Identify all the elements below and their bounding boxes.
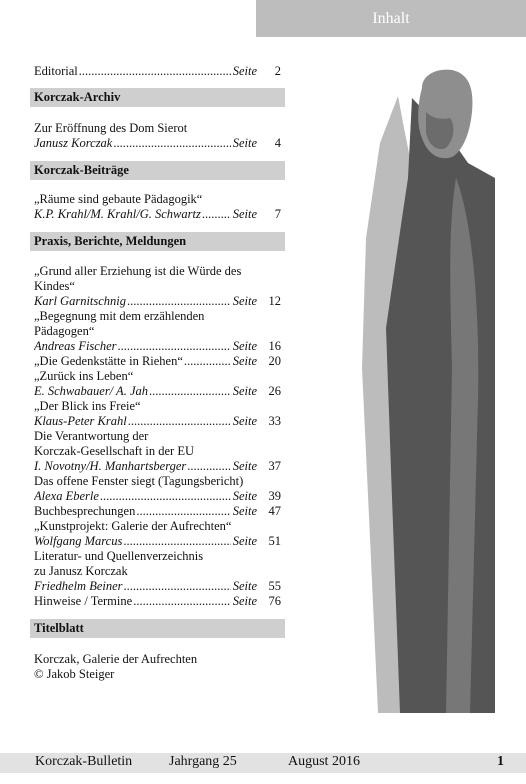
seite-label: Seite bbox=[232, 534, 257, 548]
toc-entry-gedenkstaette[interactable] bbox=[34, 354, 281, 369]
seite-label: Seite bbox=[232, 489, 257, 503]
seite-label: Seite bbox=[232, 354, 257, 368]
toc-entry-verantwortung[interactable] bbox=[34, 429, 281, 474]
page-number: 7 bbox=[274, 207, 281, 221]
page-number: 33 bbox=[268, 414, 281, 428]
page-number: 12 bbox=[268, 294, 281, 308]
footer-bar bbox=[0, 753, 526, 773]
entry-title: „Zurück ins Leben“ bbox=[34, 369, 134, 383]
entry-title: „Räume sind gebaute Pädagogik“ bbox=[34, 192, 203, 206]
entry-title: „Der Blick ins Freie“ bbox=[34, 399, 141, 413]
entry-title: Buchbesprechungen bbox=[34, 504, 136, 518]
toc-entry-editorial[interactable] bbox=[34, 64, 281, 79]
entry-title-line-1: „Grund aller Erziehung ist die Würde des bbox=[34, 264, 242, 278]
entry-author: Klaus-Peter Krahl bbox=[34, 414, 127, 428]
page-number: 20 bbox=[268, 354, 281, 368]
page-title: Inhalt bbox=[372, 9, 410, 27]
toc-entry-buchbesprechungen[interactable] bbox=[34, 504, 281, 519]
toc-entry-kunstprojekt[interactable] bbox=[34, 519, 281, 549]
page-number: 16 bbox=[268, 339, 281, 353]
section-header-korczak-archiv: Korczak-Archiv bbox=[30, 88, 285, 107]
toc-entry-zurueck[interactable] bbox=[34, 369, 281, 399]
entry-title-line-1: Die Verantwortung der bbox=[34, 429, 149, 443]
entry-title: Zur Eröffnung des Dom Sierot bbox=[34, 121, 188, 135]
page-number: 47 bbox=[268, 504, 281, 518]
entry-title-line-1: Literatur- und Quellenverzeichnis bbox=[34, 549, 204, 563]
entry-title-line-2: zu Janusz Korczak bbox=[34, 564, 128, 578]
seite-label: Seite bbox=[232, 339, 257, 353]
page-number: 51 bbox=[268, 534, 281, 548]
entry-author: I. Novotny/H. Manhartsberger bbox=[34, 459, 187, 473]
header-bar bbox=[256, 0, 526, 37]
page-number: 4 bbox=[274, 136, 281, 150]
toc-entry-raeume[interactable] bbox=[34, 192, 281, 222]
toc-entry-wuerde[interactable] bbox=[34, 264, 281, 309]
page-number: 37 bbox=[268, 459, 281, 473]
seite-label: Seite bbox=[232, 459, 257, 473]
seite-label: Seite bbox=[232, 594, 257, 608]
table-of-contents bbox=[34, 64, 281, 682]
entry-author: Karl Garnitschnig bbox=[34, 294, 127, 308]
section-header-titelblatt: Titelblatt bbox=[30, 619, 285, 638]
footer-date: August 2016 bbox=[288, 754, 360, 769]
toc-entry-dom-sierot[interactable] bbox=[34, 121, 281, 151]
seite-label: Seite bbox=[232, 384, 257, 398]
seite-label: Seite bbox=[232, 64, 257, 78]
entry-title: „Die Gedenkstätte in Riehen“ bbox=[34, 354, 183, 368]
section-header-praxis: Praxis, Berichte, Meldungen bbox=[30, 232, 285, 251]
entry-title: „Kunstprojekt: Galerie der Aufrechten“ bbox=[34, 519, 232, 533]
section-header-korczak-beitraege: Korczak-Beiträge bbox=[30, 161, 285, 180]
toc-entry-hinweise[interactable] bbox=[34, 594, 281, 609]
entry-title-line-2: Kindes“ bbox=[34, 279, 75, 293]
entry-author: E. Schwabauer/ A. Jah bbox=[34, 384, 148, 398]
seite-label: Seite bbox=[232, 207, 257, 221]
entry-author: Alexa Eberle bbox=[34, 489, 99, 503]
entry-title-line-2: Pädagogen“ bbox=[34, 324, 95, 338]
entry-title: Das offene Fenster siegt (Tagungsbericht) bbox=[34, 474, 244, 488]
page-number: 76 bbox=[268, 594, 281, 608]
toc-entry-blick[interactable] bbox=[34, 399, 281, 429]
entry-title-line-2: Korczak-Gesellschaft in der EU bbox=[34, 444, 194, 458]
entry-author: Janusz Korczak bbox=[34, 136, 113, 150]
entry-title-line-1: „Begegnung mit dem erzählenden bbox=[34, 309, 205, 323]
toc-entry-literatur[interactable] bbox=[34, 549, 281, 594]
page-number: 39 bbox=[268, 489, 281, 503]
entry-author: Friedhelm Beiner bbox=[34, 579, 123, 593]
page-number: 26 bbox=[268, 384, 281, 398]
seite-label: Seite bbox=[232, 579, 257, 593]
toc-entry-offene-fenster[interactable] bbox=[34, 474, 281, 504]
entry-title: Hinweise / Termine bbox=[34, 594, 133, 608]
entry-title: Editorial bbox=[34, 64, 78, 78]
page-number: 2 bbox=[274, 64, 281, 78]
entry-author: Andreas Fischer bbox=[34, 339, 117, 353]
seite-label: Seite bbox=[232, 294, 257, 308]
footer-bulletin-name: Korczak-Bulletin bbox=[35, 754, 133, 769]
portrait-photo bbox=[360, 68, 495, 713]
toc-entry-begegnung[interactable] bbox=[34, 309, 281, 354]
seite-label: Seite bbox=[232, 414, 257, 428]
seite-label: Seite bbox=[232, 504, 257, 518]
footer-page-number: 1 bbox=[497, 754, 504, 769]
titelblatt-credit bbox=[34, 652, 281, 682]
footer-jahrgang: Jahrgang 25 bbox=[169, 754, 237, 769]
titelblatt-copyright: © Jakob Steiger bbox=[34, 667, 115, 681]
titelblatt-caption: Korczak, Galerie der Aufrechten bbox=[34, 652, 198, 666]
page-number: 55 bbox=[268, 579, 281, 593]
entry-author: Wolfgang Marcus bbox=[34, 534, 123, 548]
seite-label: Seite bbox=[232, 136, 257, 150]
entry-author: K.P. Krahl/M. Krahl/G. Schwartz bbox=[34, 207, 201, 221]
